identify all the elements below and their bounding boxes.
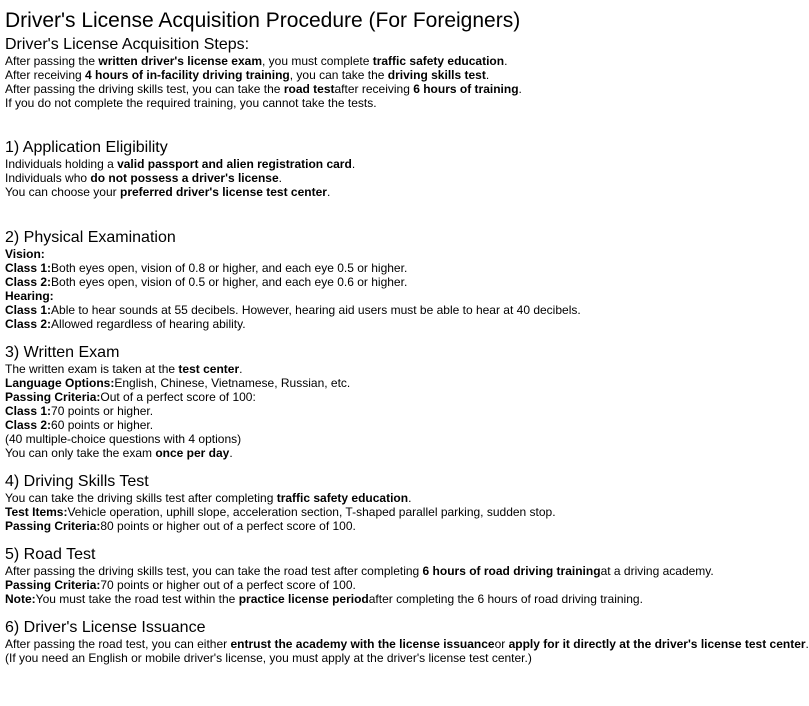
bold-text: 4 hours of in-facility driving training [85,68,290,82]
text: . [805,637,809,651]
text: after receiving [334,82,414,96]
text: 70 points or higher out of a perfect score of 100. [100,578,356,592]
bold-text: Passing Criteria: [5,519,101,533]
bold-text: Vision: [5,247,45,261]
text: After receiving [5,68,86,82]
text: 60 points or higher. [51,418,154,432]
section-lines [5,362,795,460]
bold-text: Language Options: [5,376,115,390]
steps-lines [5,54,795,110]
bold-text: Passing Criteria: [5,390,101,404]
text-line [5,185,795,199]
section-heading: 2) Physical Examination [5,229,176,246]
section-heading: 1) Application Eligibility [5,139,168,156]
bold-text: written driver's license exam [98,54,262,68]
text-line [5,82,795,96]
section-license-issuance [5,618,809,665]
text-line [5,317,795,331]
text-line [5,289,795,303]
text: The written exam is taken at the [5,362,179,376]
text: or [494,637,509,651]
text: You can take the driving skills test after completing [5,491,277,505]
text-line [5,519,795,533]
text: You must take the road test within the [35,592,239,606]
bold-text: do not possess a driver's license [90,171,279,185]
text: Both eyes open, vision of 0.8 or higher, and each eye 0.5 or higher. [51,261,408,275]
bold-text: Class 2: [5,418,52,432]
text-line [5,376,795,390]
bold-text: Passing Criteria: [5,578,101,592]
text-line [5,96,795,110]
text: . [518,82,522,96]
text: Individuals holding a [5,157,118,171]
text-line [5,54,795,68]
bold-text: once per day [155,446,230,460]
bold-text: traffic safety education [276,491,409,505]
text: After passing the [5,54,99,68]
text-line [5,404,795,418]
text: at a driving academy. [600,564,714,578]
text-line [5,592,795,606]
text: . [229,446,233,460]
bold-text: entrust the academy with the license issuance [230,637,495,651]
text-line [5,432,795,446]
section-lines [5,491,795,533]
text: . [278,171,282,185]
section-road-test [5,545,795,606]
text: (If you need an English or mobile driver's license, you must apply at the driver's license test center.) [5,651,532,665]
text: . [351,157,356,171]
text: After passing the driving skills test, you can take the road test after completing [5,564,423,578]
bold-text: Class 1: [5,404,52,418]
text: Individuals who [5,171,91,185]
text: . [239,362,243,376]
text: You can only take the exam [5,446,156,460]
bold-text: apply for it directly at the driver's license test center [508,637,806,651]
text-line [5,157,795,171]
text-line [5,247,795,261]
text: 80 points or higher out of a perfect score of 100. [100,519,356,533]
section-heading: 5) Road Test [5,546,96,563]
bold-text: traffic safety education [372,54,505,68]
bold-text: Class 2: [5,275,52,289]
text: , you must complete [262,54,373,68]
bold-text: 6 hours of training [413,82,519,96]
text: Out of a perfect score of 100: [100,390,256,404]
text-line [5,446,795,460]
text: After passing the driving skills test, you can take the [5,82,284,96]
steps-heading: Driver's License Acquisition Steps: [5,36,250,53]
text: If you do not complete the required training, you cannot take the tests. [5,96,377,110]
text-line [5,651,795,665]
text: after completing the 6 hours of road driving training. [368,592,643,606]
text-line [5,637,809,651]
text: . [326,185,331,199]
text: . [408,491,412,505]
text: You can choose your [5,185,120,199]
bold-text: Note: [5,592,36,606]
text: After passing the road test, you can either [5,637,231,651]
section-written-exam [5,343,795,460]
section-lines [5,247,795,331]
bold-text: Test Items: [5,505,68,519]
section-lines [5,564,795,606]
text: (40 multiple-choice questions with 4 options) [5,432,242,446]
text: Vehicle operation, uphill slope, acceleration section, T-shaped parallel parking, sudden stop. [67,505,556,519]
section-driving-skills-test [5,472,795,533]
acquisition-steps [5,35,795,110]
text-line [5,275,795,289]
text: Both eyes open, vision of 0.5 or higher, and each eye 0.6 or higher. [51,275,408,289]
section-lines [5,637,809,665]
bold-text: Class 1: [5,261,52,275]
page-title: Driver's License Acquisition Procedure (For Foreigners) [5,9,521,32]
section-physical-examination [5,228,795,331]
bold-text: practice license period [238,592,369,606]
text: Able to hear sounds at 55 decibels. However, hearing aid users must be able to hear at 40 decibels. [51,303,581,317]
section-lines [5,157,795,199]
text: 70 points or higher. [51,404,154,418]
text-line [5,578,795,592]
text-line [5,362,795,376]
bold-text: 6 hours of road driving training [422,564,601,578]
bold-text: valid passport and alien registration card [117,157,352,171]
section-heading: 6) Driver's License Issuance [5,619,206,636]
text-line [5,418,795,432]
text-line [5,261,795,275]
text-line [5,171,795,185]
bold-text: Class 1: [5,303,52,317]
text-line [5,303,795,317]
bold-text: Class 2: [5,317,52,331]
section-heading: 3) Written Exam [5,344,120,361]
bold-text: driving skills test [387,68,486,82]
text: Allowed regardless of hearing ability. [51,317,246,331]
bold-text: Hearing: [5,289,54,303]
text-line [5,564,795,578]
bold-text: road test [283,82,335,96]
bold-text: test center [178,362,240,376]
text: . [504,54,508,68]
text-line [5,68,795,82]
text-line [5,390,795,404]
section-heading: 4) Driving Skills Test [5,473,149,490]
bold-text: preferred driver's license test center [119,185,327,199]
section-application-eligibility [5,138,795,199]
text: English, Chinese, Vietnamese, Russian, etc. [114,376,351,390]
text: , you can take the [289,68,388,82]
text: . [485,68,490,82]
text-line [5,505,795,519]
text-line [5,491,795,505]
